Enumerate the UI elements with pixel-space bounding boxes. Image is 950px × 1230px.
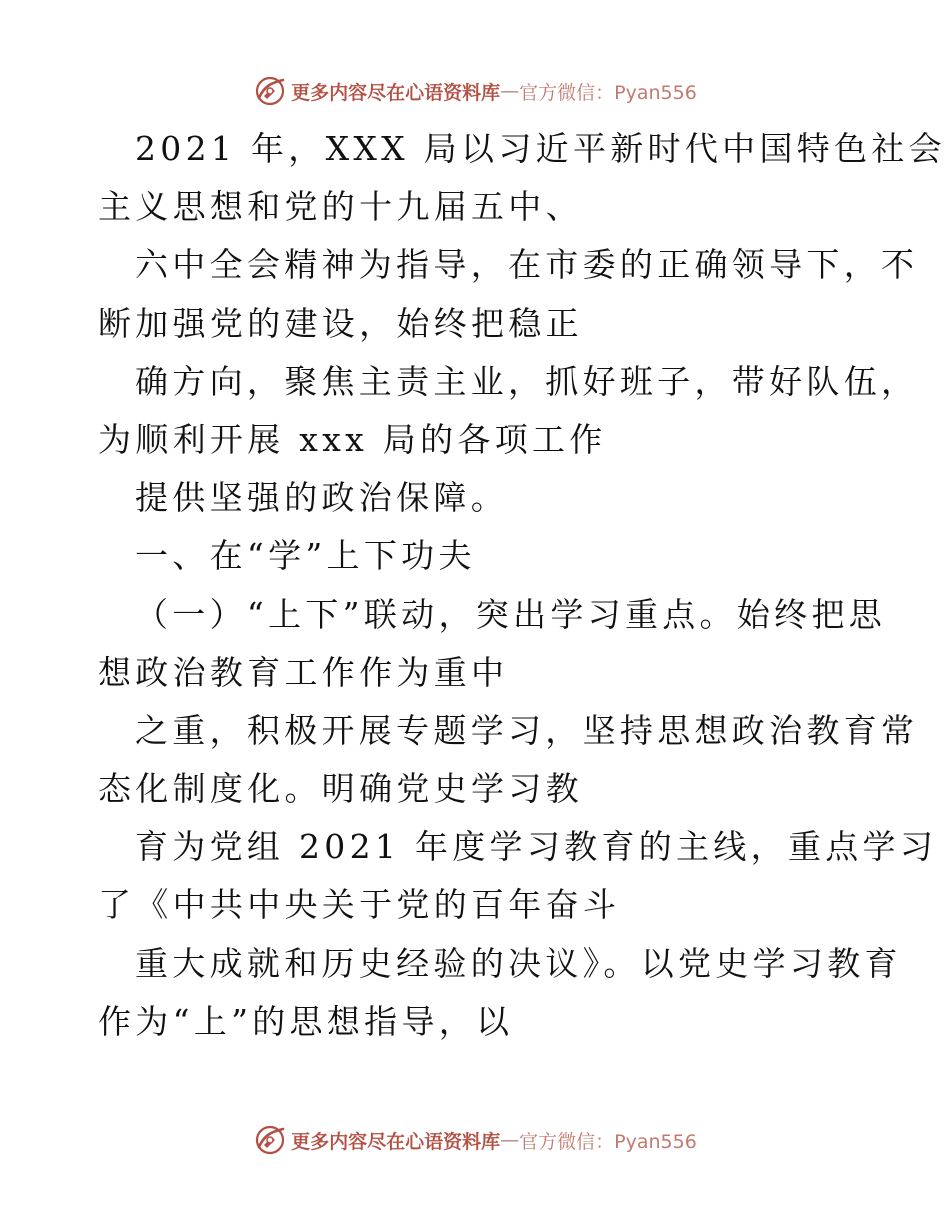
watermark-brand-text: 更多内容尽在心语资料库 [291,81,501,104]
watermark-contact-text: 官方微信：Pyan556 [519,1130,697,1153]
text-line: 想政治教育工作作为重中 [98,652,509,692]
watermark-logo-icon [253,1123,287,1157]
text-line: 之重，积极开展专题学习，坚持思想政治教育常 [135,710,919,750]
section-heading: 一、在“学”上下功夫 [135,536,476,576]
text-line: 了《中共中央关于党的百年奋斗 [98,885,621,925]
text-line: 育为党组 2021 年度学习教育的主线，重点学习 [135,827,938,867]
text-line: 重大成就和历史经验的决议》。以党史学习教育 [135,943,902,983]
watermark-separator: — [500,1129,520,1151]
text-line: 六中全会精神为指导，在市委的正确领导下，不 [135,245,919,285]
document-body [98,120,946,1051]
header-watermark [0,71,950,111]
watermark-brand-text: 更多内容尽在心语资料库 [291,1130,501,1153]
footer-watermark [0,1120,950,1160]
watermark-logo-icon [253,74,287,108]
text-line: 主义思想和党的十九届五中、 [98,187,583,227]
text-line: （一）“上下”联动，突出学习重点。始终把思 [135,594,887,634]
text-line: 为顺利开展 xxx 局的各项工作 [98,419,607,459]
text-line: 作为“上”的思想指导，以 [98,1001,514,1041]
text-line: 断加强党的建设，始终把稳正 [98,303,583,343]
text-line: 确方向，聚焦主责主业，抓好班子，带好队伍， [135,361,919,401]
text-line: 提供坚强的政治保障。 [135,478,508,518]
text-line: 态化制度化。明确党史学习教 [98,769,583,809]
watermark-contact-text: 官方微信：Pyan556 [519,81,697,104]
text-line: 2021 年，XXX 局以习近平新时代中国特色社会 [135,129,946,168]
watermark-separator: — [500,80,520,102]
